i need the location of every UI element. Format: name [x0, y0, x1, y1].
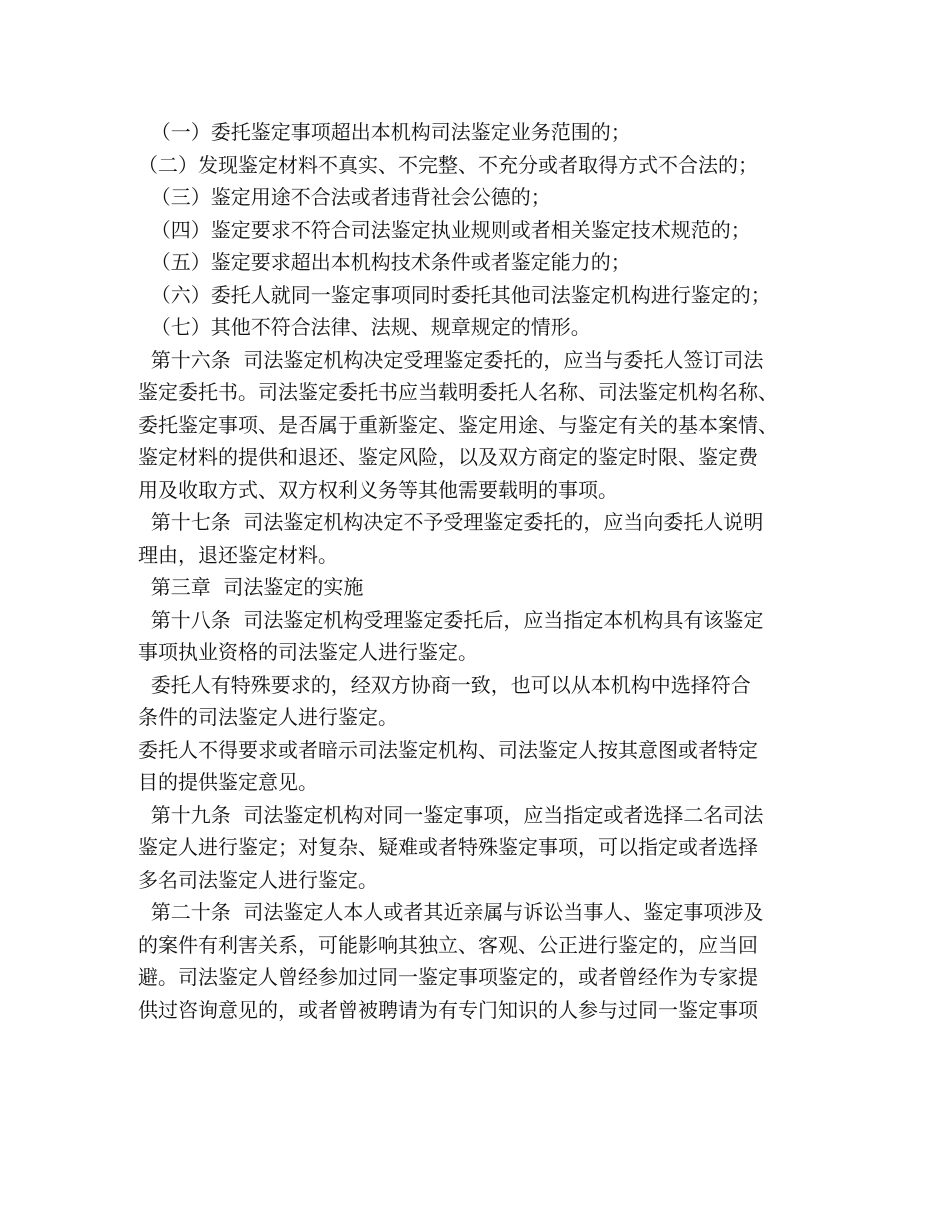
article-17-line-2: 理由，退还鉴定材料。	[138, 542, 338, 567]
article-20-line-4: 供过咨询意见的，或者曾被聘请为有专门知识的人参与过同一鉴定事项	[138, 997, 758, 1022]
article-18-para-3-line-2: 目的提供鉴定意见。	[138, 770, 318, 794]
clause-item-2: （二）发现鉴定材料不真实、不完整、不充分或者取得方式不合法的；	[138, 152, 758, 177]
article-18-line-2: 事项执业资格的司法鉴定人进行鉴定。	[138, 640, 478, 664]
document-body	[138, 116, 818, 1026]
article-20-line-2: 的案件有利害关系，可能影响其独立、客观、公正进行鉴定的，应当回	[138, 932, 758, 957]
clause-item-4: （四）鉴定要求不符合司法鉴定执业规则或者相关鉴定技术规范的；	[138, 217, 751, 242]
clause-item-3: （三）鉴定用途不合法或者违背社会公德的；	[138, 185, 551, 209]
article-19-line-1: 第十九条 司法鉴定机构对同一鉴定事项，应当指定或者选择二名司法	[138, 802, 764, 827]
article-20-line-3: 避。司法鉴定人曾经参加过同一鉴定事项鉴定的，或者曾经作为专家提	[138, 965, 758, 989]
article-19-line-3: 多名司法鉴定人进行鉴定。	[138, 867, 378, 892]
clause-item-1: （一）委托鉴定事项超出本机构司法鉴定业务范围的；	[138, 120, 631, 144]
article-16-line-4: 鉴定材料的提供和退还、鉴定风险，以及双方商定的鉴定时限、鉴定费	[138, 445, 758, 469]
article-16-line-1: 第十六条 司法鉴定机构决定受理鉴定委托的，应当与委托人签订司法	[138, 347, 764, 372]
article-16-line-2: 鉴定委托书。司法鉴定委托书应当载明委托人名称、司法鉴定机构名称、	[138, 380, 778, 404]
article-18-para-3-line-1: 委托人不得要求或者暗示司法鉴定机构、司法鉴定人按其意图或者特定	[138, 737, 758, 762]
chapter-3-heading: 第三章 司法鉴定的实施	[138, 575, 364, 599]
article-20-line-1: 第二十条 司法鉴定人本人或者其近亲属与诉讼当事人、鉴定事项涉及	[138, 900, 764, 924]
article-19-line-2: 鉴定人进行鉴定；对复杂、疑难或者特殊鉴定事项，可以指定或者选择	[138, 835, 758, 859]
article-17-line-1: 第十七条 司法鉴定机构决定不予受理鉴定委托的，应当向委托人说明	[138, 510, 764, 534]
clause-item-5: （五）鉴定要求超出本机构技术条件或者鉴定能力的；	[138, 250, 631, 274]
article-18-para-2-line-2: 条件的司法鉴定人进行鉴定。	[138, 705, 398, 729]
article-18-line-1: 第十八条 司法鉴定机构受理鉴定委托后，应当指定本机构具有该鉴定	[138, 607, 764, 632]
article-16-line-5: 用及收取方式、双方权利义务等其他需要载明的事项。	[138, 477, 618, 502]
article-16-line-3: 委托鉴定事项、是否属于重新鉴定、鉴定用途、与鉴定有关的基本案情、	[138, 412, 778, 437]
article-18-para-2-line-1: 委托人有特殊要求的，经双方协商一致，也可以从本机构中选择符合	[138, 672, 751, 697]
clause-item-7: （七）其他不符合法律、法规、规章规定的情形。	[138, 315, 591, 339]
clause-item-6: （六）委托人就同一鉴定事项同时委托其他司法鉴定机构进行鉴定的；	[138, 282, 771, 307]
